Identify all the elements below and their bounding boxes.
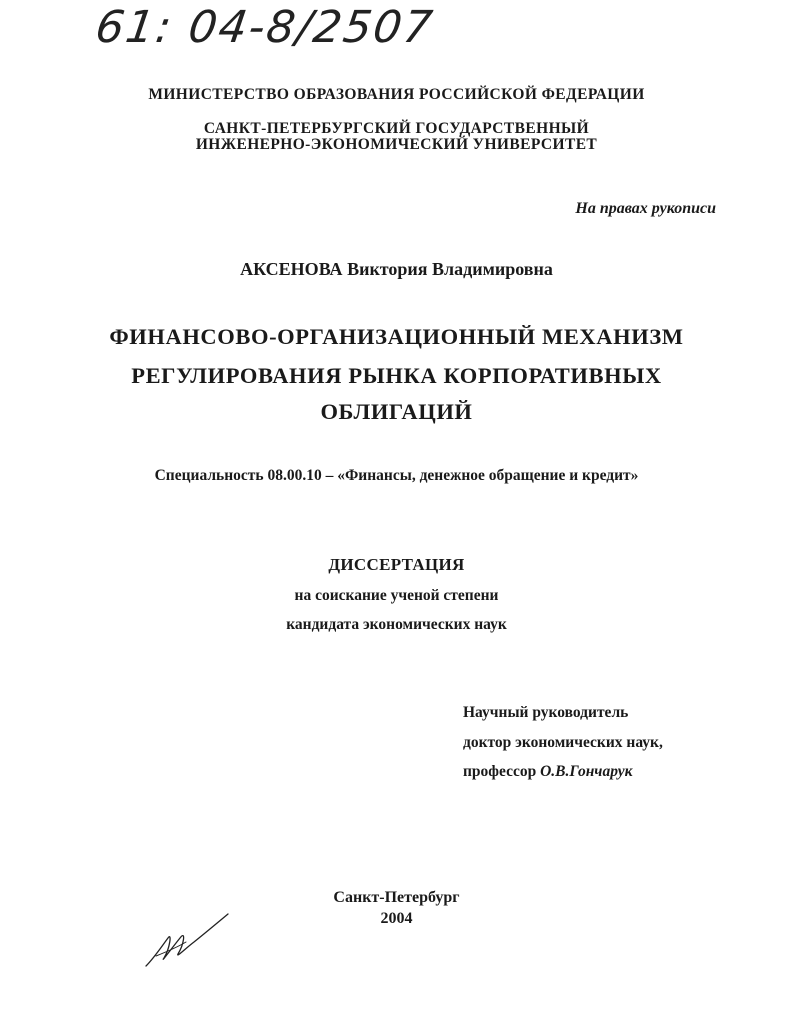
supervisor-line xyxy=(463,763,632,781)
year: 2004 xyxy=(380,910,413,927)
degree-line2: кандидата экономических наук xyxy=(286,616,507,633)
supervisor-degree: доктор экономических наук, xyxy=(463,734,663,751)
degree-line1: на соискание ученой степени xyxy=(294,587,499,604)
author-given-names: Виктория Владимировна xyxy=(347,259,553,279)
author-surname: АКСЕНОВА xyxy=(240,259,343,279)
dissertation-title-line3: ОБЛИГАЦИЙ xyxy=(320,399,473,424)
university-name-line2: ИНЖЕНЕРНО-ЭКОНОМИЧЕСКИЙ УНИВЕРСИТЕТ xyxy=(195,136,598,153)
dissertation-title-line2: РЕГУЛИРОВАНИЯ РЫНКА КОРПОРАТИВНЫХ xyxy=(131,363,662,388)
archive-stamp: 61: 04-8/2507 xyxy=(92,2,438,53)
author-name xyxy=(0,259,793,280)
dissertation-title-line1: ФИНАНСОВО-ОРГАНИЗАЦИОННЫЙ МЕХАНИЗМ xyxy=(109,324,684,349)
dissertation-label: ДИССЕРТАЦИЯ xyxy=(328,555,465,574)
specialty-line: Специальность 08.00.10 – «Финансы, денежное обращение и кредит» xyxy=(154,467,639,484)
supervisor-role: Научный руководитель xyxy=(463,704,629,721)
university-name-line1: САНКТ-ПЕТЕРБУРГСКИЙ ГОСУДАРСТВЕННЫЙ xyxy=(203,120,590,137)
manuscript-rights-note: На правах рукописи xyxy=(575,200,716,217)
supervisor-name: О.В.Гончарук xyxy=(540,763,633,780)
supervisor-position: профессор xyxy=(463,763,537,780)
city: Санкт-Петербург xyxy=(333,889,460,906)
ministry-heading: МИНИСТЕРСТВО ОБРАЗОВАНИЯ РОССИЙСКОЙ ФЕДЕРАЦИИ xyxy=(148,86,645,103)
